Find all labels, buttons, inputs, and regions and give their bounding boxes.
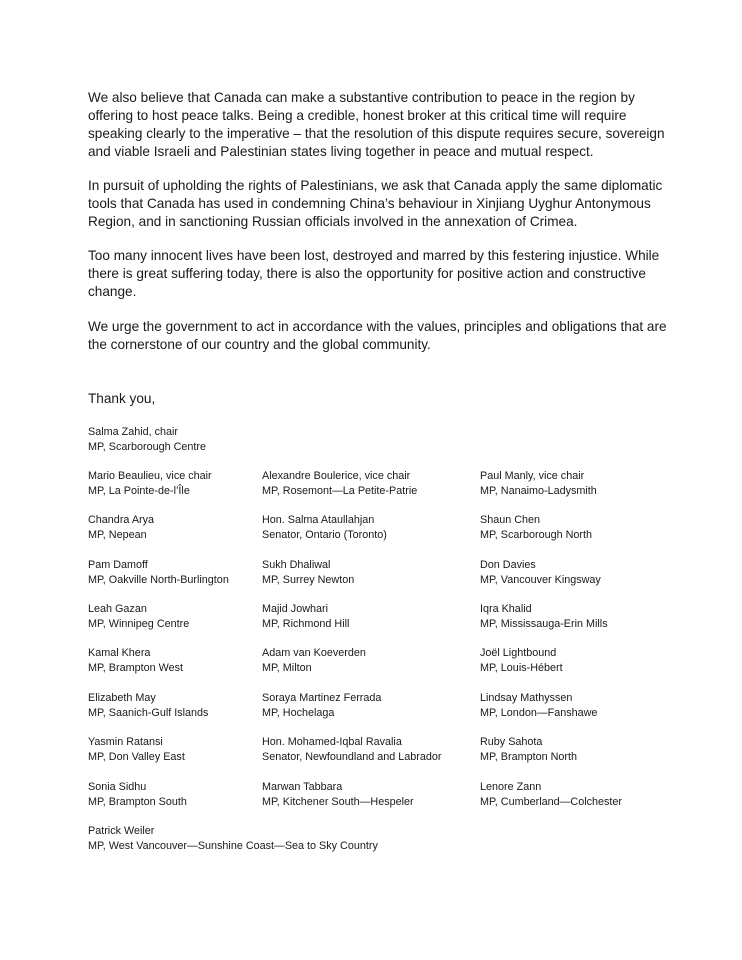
signatory-name: Shaun Chen (480, 514, 541, 526)
signatory-title: MP, Brampton West (88, 662, 184, 674)
signatory-title: MP, Kitchener South—Hespeler (262, 796, 414, 808)
signatory-name: Adam van Koeverden (262, 647, 366, 659)
signatory-name: Sukh Dhaliwal (262, 559, 331, 571)
signatory-name: Joël Lightbound (480, 647, 557, 659)
signatory-title: MP, Don Valley East (88, 751, 185, 763)
signatory-last (88, 824, 378, 854)
signatory-title: MP, Richmond Hill (262, 618, 350, 630)
signatory (262, 469, 417, 499)
signatory (480, 513, 592, 543)
signatory-title: MP, Brampton North (480, 751, 578, 763)
signatory-name: Hon. Mohamed-Iqbal Ravalia (262, 736, 402, 748)
signatory (88, 558, 229, 588)
signatory (480, 602, 608, 632)
signatory-title: MP, Louis-Hébert (480, 662, 563, 674)
signatory-chair (88, 425, 206, 455)
signatory-name: Alexandre Boulerice, vice chair (262, 470, 411, 482)
signatory-name: Chandra Arya (88, 514, 155, 526)
signatory (262, 691, 381, 721)
closing: Thank you, (88, 391, 156, 406)
signatory-name: Hon. Salma Ataullahjan (262, 514, 375, 526)
signatory (88, 735, 185, 765)
signatory-title: MP, Hochelaga (262, 707, 335, 719)
signatory-name: Leah Gazan (88, 603, 147, 615)
paragraph-peace-talks: We also believe that Canada can make a substantive contribution to peace in the region by offering to host peace talks. Being a credible, honest broker at this critical time will require speaking clearly to the imperative – that the resolution of this dispute requires secure, sovereign and viable Israeli and Palestinian states living together in peace and mutual respect. (88, 90, 665, 159)
signatory (480, 735, 577, 765)
signatory-title: MP, Nepean (88, 529, 147, 541)
paragraph-innocent-lives: Too many innocent lives have been lost, destroyed and marred by this festering injustice. While there is great suffering today, there is also the opportunity for positive action and constructive change. (88, 248, 660, 299)
signatory-title: MP, Rosemont—La Petite-Patrie (262, 485, 418, 497)
signatory-title: MP, London—Fanshawe (480, 707, 598, 719)
signatory-name: Ruby Sahota (480, 736, 543, 748)
signatory (262, 780, 414, 810)
signatory-title: Senator, Newfoundland and Labrador (262, 751, 442, 763)
signatory-name: Iqra Khalid (480, 603, 532, 615)
signatory (262, 513, 387, 543)
signatory (88, 646, 183, 676)
signatory-title: MP, West Vancouver—Sunshine Coast—Sea to Sky Country (88, 840, 378, 852)
signatory (262, 646, 366, 676)
signatory-title: MP, Nanaimo-Ladysmith (480, 485, 597, 497)
signatory-name: Pam Damoff (88, 559, 148, 571)
signatory (262, 602, 349, 632)
signatory-name: Yasmin Ratansi (88, 736, 163, 748)
signatory (88, 691, 208, 721)
signatory-name: Marwan Tabbara (262, 781, 343, 793)
signatory (480, 780, 622, 810)
paragraph-diplomatic-tools: In pursuit of upholding the rights of Palestinians, we ask that Canada apply the same diplomatic tools that Canada has used in condemning China’s behaviour in Xinjiang Uyghur Antonymous Region, and in sanctioning Russian officials involved in the annexation of Crimea. (88, 178, 663, 229)
signatory (88, 602, 189, 632)
signatory-name: Mario Beaulieu, vice chair (88, 470, 212, 482)
signatory-name: Sonia Sidhu (88, 781, 147, 793)
signatory-name: Salma Zahid, chair (88, 426, 179, 438)
signatory-name: Kamal Khera (88, 647, 151, 659)
signatory-title: MP, Scarborough North (480, 529, 593, 541)
signatory-name: Lenore Zann (480, 781, 542, 793)
signatory-name: Soraya Martinez Ferrada (262, 692, 382, 704)
signatory-title: MP, Milton (262, 662, 312, 674)
signatory-title: MP, La Pointe-de-l’Île (88, 485, 190, 497)
signatory (262, 735, 441, 765)
signatory-title: MP, Brampton South (88, 796, 187, 808)
signatory (480, 691, 597, 721)
signatory-name: Patrick Weiler (88, 825, 155, 837)
signatory-name: Majid Jowhari (262, 603, 329, 615)
signatory (88, 469, 212, 499)
signatory (262, 558, 354, 588)
signatory (88, 513, 154, 543)
signatory-title: MP, Surrey Newton (262, 574, 355, 586)
signatory-title: MP, Scarborough Centre (88, 441, 207, 453)
signatory-title: MP, Mississauga-Erin Mills (480, 618, 608, 630)
signatory (88, 780, 187, 810)
signatory-name: Lindsay Mathyssen (480, 692, 573, 704)
signatory-title: MP, Vancouver Kingsway (480, 574, 601, 586)
signatory-title: MP, Cumberland—Colchester (480, 796, 623, 808)
signatory-name: Paul Manly, vice chair (480, 470, 585, 482)
signatory (480, 469, 597, 499)
signatory-title: MP, Oakville North-Burlington (88, 574, 229, 586)
signatory-name: Elizabeth May (88, 692, 156, 704)
signatory-title: MP, Saanich-Gulf Islands (88, 707, 209, 719)
paragraph-urge-government: We urge the government to act in accordance with the values, principles and obligations that are the cornerstone of our country and the global community. (88, 319, 667, 352)
signatory (480, 558, 601, 588)
signatory-name: Don Davies (480, 559, 536, 571)
signatory-title: MP, Winnipeg Centre (88, 618, 190, 630)
signatory-title: Senator, Ontario (Toronto) (262, 529, 387, 541)
signatory (480, 646, 563, 676)
